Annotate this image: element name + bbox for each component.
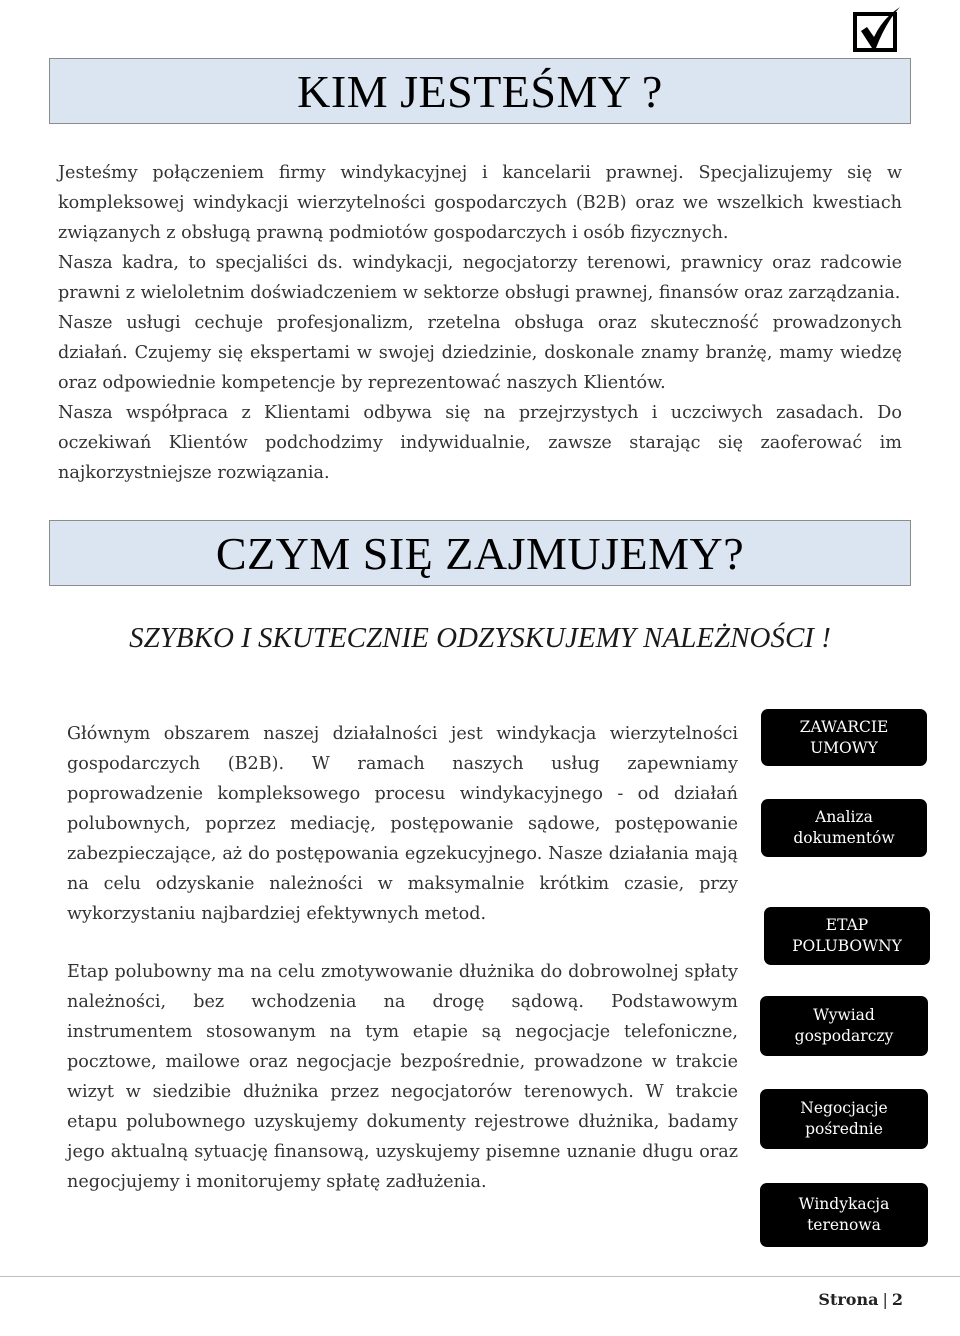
flow-box-indirect-negotiations: [760, 1089, 928, 1149]
slogan: SZYBKO I SKUTECZNIE ODZYSKUJEMY NALEŻNOŚCI !: [129, 622, 831, 654]
flow-box-line: gospodarczy: [794, 1027, 894, 1045]
section-title-what-we-do-banner: [49, 520, 911, 586]
flow-box-line: Wywiad: [813, 1006, 875, 1024]
flow-box-line: POLUBOWNY: [792, 937, 902, 955]
flow-box-line: dokumentów: [793, 829, 895, 847]
page-separator: |: [882, 1290, 888, 1309]
intro-paragraph: Nasza współpraca z Klientami odbywa się na przejrzystych i uczciwych zasadach. Do oczekiwań Klientów podchodzimy indywidualnie, zawsze starając się zaoferować im najkorzystniejsze rozwiązania.: [58, 403, 902, 483]
page-number-value: 2: [891, 1290, 903, 1309]
page-number: [818, 1290, 903, 1309]
body-paragraph: Etap polubowny ma na celu zmotywowanie dłużnika do dobrowolnej spłaty należności, bez wchodzenia na drogę sądową. Podstawowym instrumentem stosowanym na tym etapie są negocjacje telefoniczne, pocztowe, mailowe oraz negocjacje bezpośrednie, prowadzone w trakcie wizyt w siedzibie dłużnika przez negocjatorów terenowych. W trakcie etapu polubownego uzyskujemy dokumenty rejestrowe dłużnika, badamy jego aktualną sytuację finansową, uzyskujemy pisemne uznanie długu oraz negocjujemy i monitorujemy spłatę zadłużenia.: [67, 962, 738, 1192]
footer-divider: [0, 1276, 960, 1277]
intro-paragraph: Nasze usługi cechuje profesjonalizm, rzetelna obsługa oraz skuteczność prowadzonych działań. Czujemy się ekspertami w swojej dziedzinie, doskonale znamy branżę, mamy wiedzę oraz odpowiednie kompetencje by reprezentować naszych Klientów.: [58, 313, 902, 393]
section-title-who-we-are-banner: [49, 58, 911, 124]
flow-box-amicable-stage: [764, 907, 930, 965]
section-title-what-we-do: CZYM SIĘ ZAJMUJEMY?: [215, 527, 745, 579]
flow-box-field-collection: [760, 1183, 928, 1247]
section-title-who-we-are: KIM JESTEŚMY ?: [297, 65, 663, 117]
intro-paragraph: Jesteśmy połączeniem firmy windykacyjnej i kancelarii prawnej. Specjalizujemy się w kompleksowej windykacji wierzytelności gospodarczych (B2B) oraz we wszelkich kwestiach związanych z obsługą prawną podmiotów gospodarczych i osób fizycznych.: [58, 163, 902, 243]
intro-text: [58, 158, 902, 488]
flow-box-line: ZAWARCIE: [799, 717, 889, 736]
flow-box-document-analysis: [761, 799, 927, 857]
intro-paragraph: Nasza kadra, to specjaliści ds. windykacji, negocjatorzy terenowi, prawnicy oraz radcowie prawni z wieloletnim doświadczeniem w sektorze obsługi prawnej, finansów oraz zarządzania.: [58, 253, 902, 303]
flow-box-line: Windykacja: [798, 1195, 890, 1213]
flow-box-line: Negocjacje: [800, 1099, 888, 1117]
flow-box-line: terenowa: [807, 1216, 881, 1234]
page-label: Strona: [818, 1290, 879, 1309]
checkbox-checked-icon: [852, 6, 902, 52]
body-paragraph: Głównym obszarem naszej działalności jest windykacja wierzytelności gospodarczych (B2B). W ramach naszych usług zapewniamy poprowadzenie kompleksowego procesu windykacyjnego - od działań polubownych, poprzez mediację, postępowanie sądowe, postępowanie zabezpieczające, aż do postępowania egzekucyjnego. Nasze działania mają na celu odzyskanie należności w maksymalnie krótkim czasie, przy wykorzystaniu najbardziej efektywnych metod.: [67, 724, 738, 924]
flow-box-line: Analiza: [815, 808, 873, 826]
flow-box-line: UMOWY: [810, 738, 878, 757]
flow-box-line: ETAP: [825, 916, 869, 934]
flow-box-line: pośrednie: [805, 1120, 883, 1138]
flow-box-business-interview: [760, 996, 928, 1056]
flow-box-contract: [761, 709, 927, 766]
